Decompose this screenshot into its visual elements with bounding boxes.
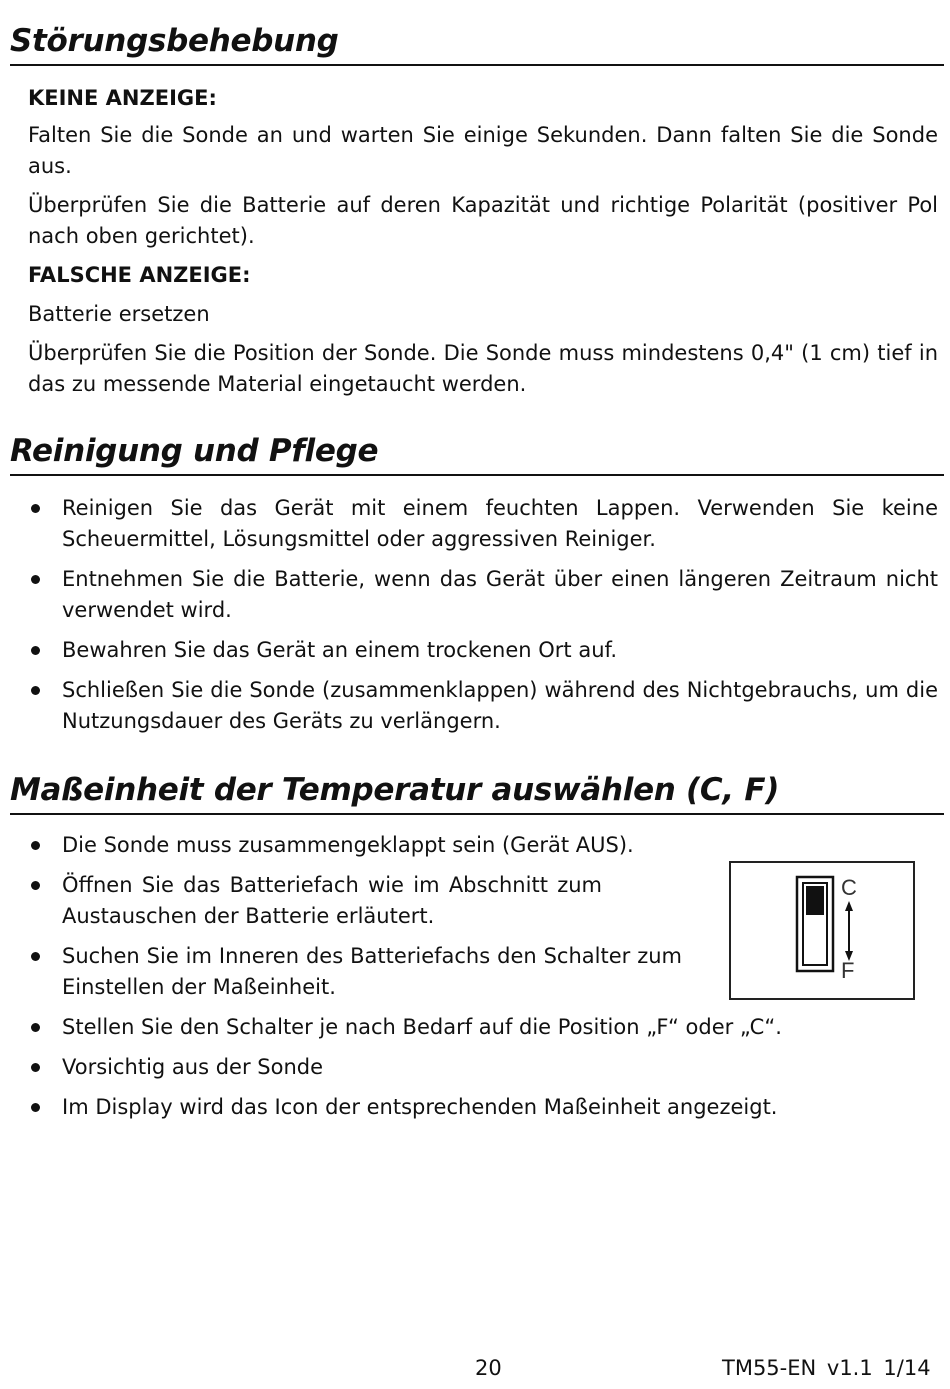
bullet-icon [31, 952, 40, 961]
care-list [28, 493, 938, 746]
list-item [28, 635, 938, 666]
list-item [28, 1092, 938, 1123]
bullet-icon [31, 575, 40, 584]
care-item-text: Bewahren Sie das Gerät an einem trockenen Ort auf. [62, 638, 618, 662]
care-item-text: Entnehmen Sie die Batterie, wenn das Gerät über einen längeren Zeitraum nicht verwendet wird. [62, 567, 938, 622]
document-reference: TM55-EN v1.1 1/14 [722, 1356, 931, 1380]
switch-label-f: F [841, 958, 855, 983]
care-item-text: Reinigen Sie das Gerät mit einem feuchten Lappen. Verwenden Sie keine Scheuermittel, Lösungsmittel oder aggressiven Reiniger. [62, 496, 938, 551]
arrow-up-icon [845, 901, 853, 911]
units-item-text: Suchen Sie im Inneren des Batteriefachs den Schalter zum Einstellen der Maßeinheit. [62, 944, 682, 999]
list-item [28, 493, 938, 555]
list-item [28, 1052, 938, 1083]
unit-switch-icon [731, 863, 913, 998]
no-display-paragraph-2: Überprüfen Sie die Batterie auf deren Kapazität und richtige Polarität (positiver Pol nach oben gerichtet). [28, 193, 938, 248]
units-item-text: Im Display wird das Icon der entsprechenden Maßeinheit angezeigt. [62, 1095, 778, 1119]
list-item [28, 941, 682, 1003]
units-item-text: Vorsichtig aus der Sonde [62, 1055, 324, 1079]
list-item [28, 564, 938, 626]
wrong-display-paragraph-1: Batterie ersetzen [28, 302, 210, 326]
units-item-text: Die Sonde muss zusammengeklappt sein (Gerät AUS). [62, 833, 634, 857]
no-display-subheading: KEINE ANZEIGE: [28, 86, 217, 110]
bullet-icon [31, 646, 40, 655]
bullet-icon [31, 686, 40, 695]
bullet-icon [31, 1103, 40, 1112]
switch-knob [806, 886, 824, 915]
page-number: 20 [475, 1356, 502, 1380]
units-item-text: Stellen Sie den Schalter je nach Bedarf auf die Position „F“ oder „C“. [62, 1015, 782, 1039]
units-heading: Maßeinheit der Temperatur auswählen (C, F) [10, 771, 944, 815]
list-item [28, 1012, 938, 1043]
troubleshooting-heading: Störungsbehebung [10, 22, 944, 66]
list-item [28, 675, 938, 737]
switch-label-c: C [841, 875, 857, 900]
list-item [28, 870, 602, 932]
list-item [28, 830, 938, 861]
wrong-display-paragraph-2: Überprüfen Sie die Position der Sonde. Die Sonde muss mindestens 0,4" (1 cm) tief in das zu messende Material eingetaucht werden. [28, 341, 938, 396]
no-display-paragraph-1: Falten Sie die Sonde an und warten Sie einige Sekunden. Dann falten Sie die Sonde aus. [28, 123, 938, 178]
bullet-icon [31, 841, 40, 850]
care-heading: Reinigung und Pflege [10, 432, 944, 476]
bullet-icon [31, 881, 40, 890]
care-item-text: Schließen Sie die Sonde (zusammenklappen) während des Nichtgebrauchs, um die Nutzungsdauer des Geräts zu verlängern. [62, 678, 938, 733]
bullet-icon [31, 504, 40, 513]
units-item-text: Öffnen Sie das Batteriefach wie im Abschnitt zum Austauschen der Batterie erläutert. [62, 873, 602, 928]
bullet-icon [31, 1063, 40, 1072]
bullet-icon [31, 1023, 40, 1032]
unit-switch-figure [729, 861, 915, 1000]
wrong-display-subheading: FALSCHE ANZEIGE: [28, 263, 251, 287]
